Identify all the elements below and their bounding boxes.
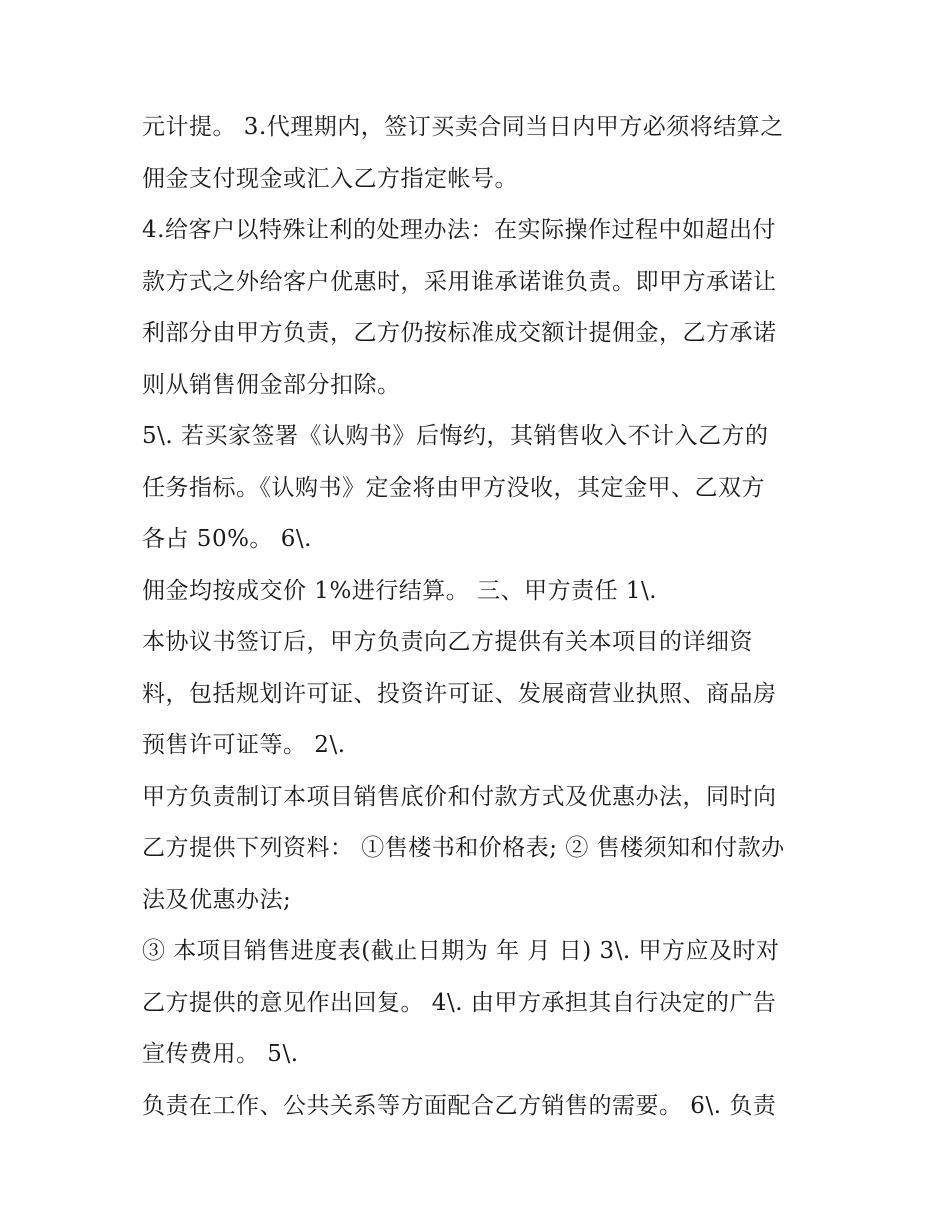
text-line: 5\. 若买家签署《认购书》后悔约，其销售收入不计入乙方的: [142, 423, 769, 449]
text-line: 佣金均按成交价 1%进行结算。 三、甲方责任 1\.: [142, 577, 658, 604]
text-line: 则从销售佣金部分扣除。: [142, 371, 401, 398]
text-line: 料，包括规划许可证、投资许可证、发展商营业执照、商品房: [142, 680, 777, 707]
text-line: 各占 50%。 6\.: [142, 526, 312, 552]
text-line: 乙方提供下列资料： ①售楼书和价格表; ② 售楼须知和付款办: [142, 835, 785, 861]
text-line: 甲方负责制订本项目销售底价和付款方式及优惠办法，同时向: [142, 783, 777, 810]
text-line: 宣传费用。 5\.: [142, 1041, 299, 1067]
text-line: 负责在工作、公共关系等方面配合乙方销售的需要。 6\. 负责: [142, 1092, 777, 1119]
text-line: 本协议书签订后，甲方负责向乙方提供有关本项目的详细资: [142, 629, 753, 655]
text-line: 乙方提供的意见作出回复。 4\. 由甲方承担其自行决定的广告: [142, 989, 777, 1016]
text-line: 款方式之外给客户优惠时，采用谁承诺谁负责。即甲方承诺让: [142, 268, 777, 295]
text-line: 4.给客户以特殊让利的处理办法：在实际操作过程中如超出付: [142, 217, 776, 243]
text-line: 预售许可证等。 2\.: [142, 732, 346, 758]
text-line: 佣金支付现金或汇入乙方指定帐号。: [142, 165, 518, 192]
text-line: 元计提。 3.代理期内，签订买卖合同当日内甲方必须将结算之: [142, 114, 784, 140]
text-line: 利部分由甲方负责，乙方仍按标准成交额计提佣金，乙方承诺: [142, 320, 777, 346]
text-line: 法及优惠办法;: [142, 886, 292, 913]
text-line: 任务指标。《认购书》定金将由甲方没收，其定金甲、乙双方: [142, 474, 765, 501]
document-body: [142, 102, 822, 1132]
text-line: ③ 本项目销售进度表(截止日期为 年 月 日) 3\. 甲方应及时对: [142, 938, 780, 964]
